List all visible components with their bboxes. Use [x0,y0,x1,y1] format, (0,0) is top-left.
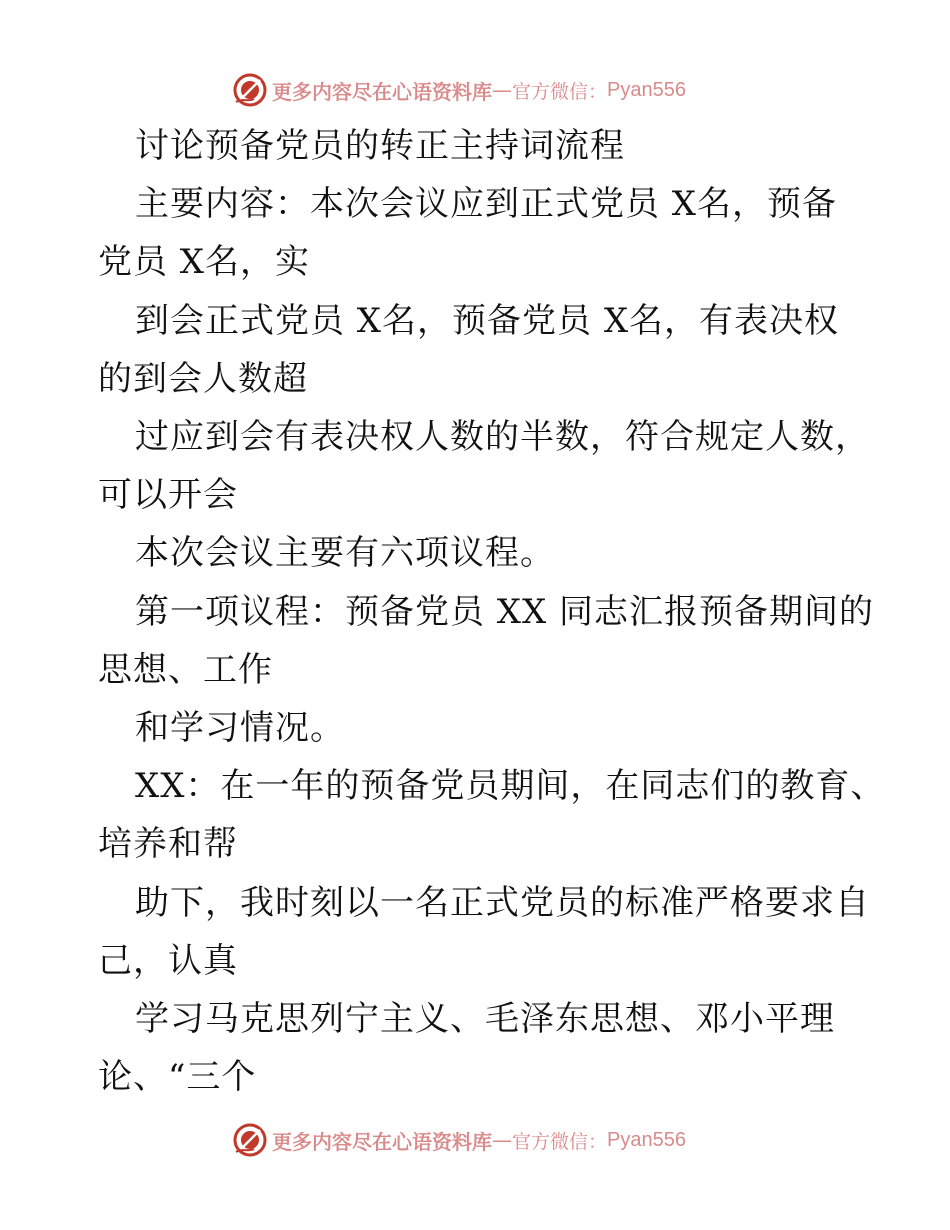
paragraph-line: 第一项议程：预备党员 XX 同志汇报预备期间的 [135,592,875,632]
banner-main-text: 更多内容尽在心语资料库 [272,79,492,104]
footer-watermark-banner [232,1120,686,1160]
seal-logo-icon [232,1122,268,1158]
document-title: 讨论预备党员的转正主持词流程 [135,126,625,166]
paragraph-line: 党员 X名，实 [98,242,311,282]
paragraph-line: 培养和帮 [98,824,238,864]
paragraph-line: 论、“三个 [98,1057,257,1097]
paragraph-line: 可以开会 [98,475,238,515]
banner-separator: — [492,1128,512,1152]
banner-wechat-label: 官方微信： [512,1130,608,1153]
paragraph-line: 助下，我时刻以一名正式党员的标准严格要求自 [135,883,870,923]
paragraph-line: 主要内容：本次会议应到正式党员 X名，预备 [135,184,838,224]
paragraph-line: 己，认真 [98,941,238,981]
banner-wechat-label: 官方微信： [512,80,608,103]
paragraph-line: 和学习情况。 [135,708,345,748]
banner-main-text: 更多内容尽在心语资料库 [272,1129,492,1154]
banner-wechat-id: Pyan556 [607,1128,686,1151]
paragraph-line: 思想、工作 [98,650,273,690]
banner-separator: — [492,78,512,102]
paragraph-line: 学习马克思列宁主义、毛泽东思想、邓小平理 [135,999,835,1039]
banner-wechat-id: Pyan556 [607,78,686,101]
seal-logo-icon [232,72,268,108]
paragraph-line: 本次会议主要有六项议程。 [135,533,555,573]
paragraph-line: 的到会人数超 [98,359,308,399]
paragraph-line: 过应到会有表决权人数的半数，符合规定人数， [135,417,870,457]
paragraph-line: 到会正式党员 X名，预备党员 X名，有表决权 [135,301,840,341]
header-watermark-banner [232,70,686,110]
paragraph-line: XX：在一年的预备党员期间，在同志们的教育、 [135,766,886,806]
